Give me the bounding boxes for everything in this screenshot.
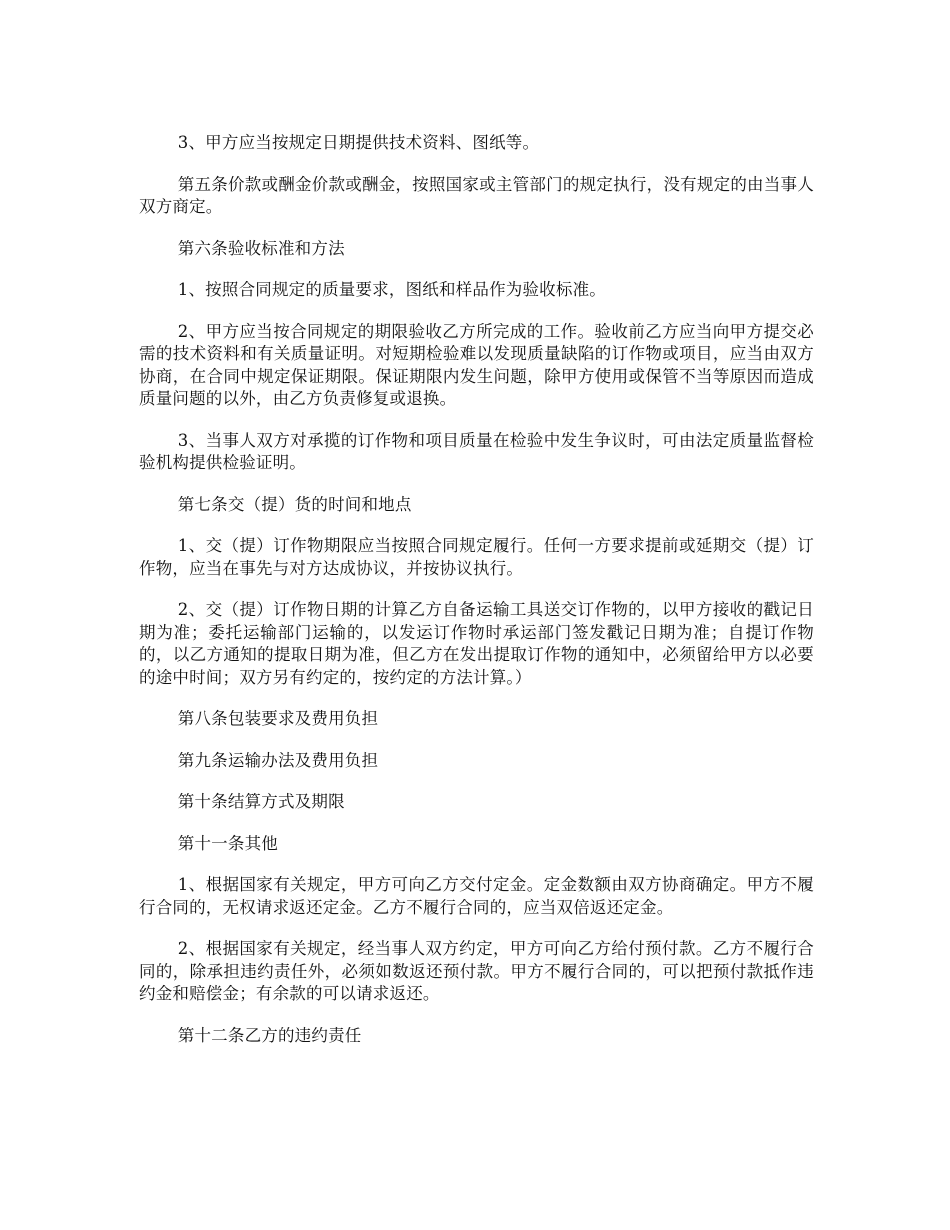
paragraph-2: 第五条价款或酬金价款或酬金，按照国家或主管部门的规定执行，没有规定的由当事人双方商定。 [139, 174, 814, 216]
paragraph-14: 1、根据国家有关规定，甲方可向乙方交付定金。定金数额由双方协商确定。甲方不履行合同的，无权请求返还定金。乙方不履行合同的，应当双倍返还定金。 [139, 875, 814, 917]
paragraph-12: 第十条结算方式及期限 [177, 792, 345, 811]
paragraph-5: 2、甲方应当按合同规定的期限验收乙方所完成的工作。验收前乙方应当向甲方提交必需的技术资料和有关质量证明。对短期检验难以发现质量缺陷的订作物或项目，应当由双方协商，在合同中规定保证期限。保证期限内发生问题，除甲方使用或保管不当等原因而造成质量问题的以外，由乙方负责修复或退换。 [139, 321, 814, 408]
paragraph-1: 3、甲方应当按规定日期提供技术资料、图纸等。 [177, 133, 540, 152]
paragraph-4: 1、按照合同规定的质量要求，图纸和样品作为验收标准。 [177, 280, 606, 299]
paragraph-3: 第六条验收标准和方法 [177, 238, 345, 258]
document-body [139, 132, 814, 1066]
paragraph-13: 第十一条其他 [177, 833, 278, 853]
paragraph-16: 第十二条乙方的违约责任 [177, 1025, 362, 1045]
paragraph-7: 第七条交（提）货的时间和地点 [177, 494, 412, 514]
paragraph-8: 1、交（提）订作物期限应当按照合同规定履行。任何一方要求提前或延期交（提）订作物，应当在事先与对方达成协议，并按协议执行。 [139, 536, 814, 578]
paragraph-15: 2、根据国家有关规定，经当事人双方约定，甲方可向乙方给付预付款。乙方不履行合同的，除承担违约责任外，必须如数返还预付款。甲方不履行合同的，可以把预付款抵作违约金和赔偿金；有余款的可以请求返还。 [139, 939, 814, 1003]
paragraph-11: 第九条运输办法及费用负担 [177, 750, 379, 770]
paragraph-6: 3、当事人双方对承揽的订作物和项目质量在检验中发生争议时，可由法定质量监督检验机构提供检验证明。 [139, 430, 814, 472]
paragraph-10: 第八条包装要求及费用负担 [177, 709, 379, 728]
paragraph-9: 2、交（提）订作物日期的计算乙方自备运输工具送交订作物的，以甲方接收的戳记日期为准；委托运输部门运输的，以发运订作物时承运部门签发戳记日期为准；自提订作物的，以乙方通知的提取日期为准，但乙方在发出提取订作物的通知中，必须留给甲方以必要的途中时间；双方另有约定的，按约定的方法计算。） [139, 600, 814, 687]
